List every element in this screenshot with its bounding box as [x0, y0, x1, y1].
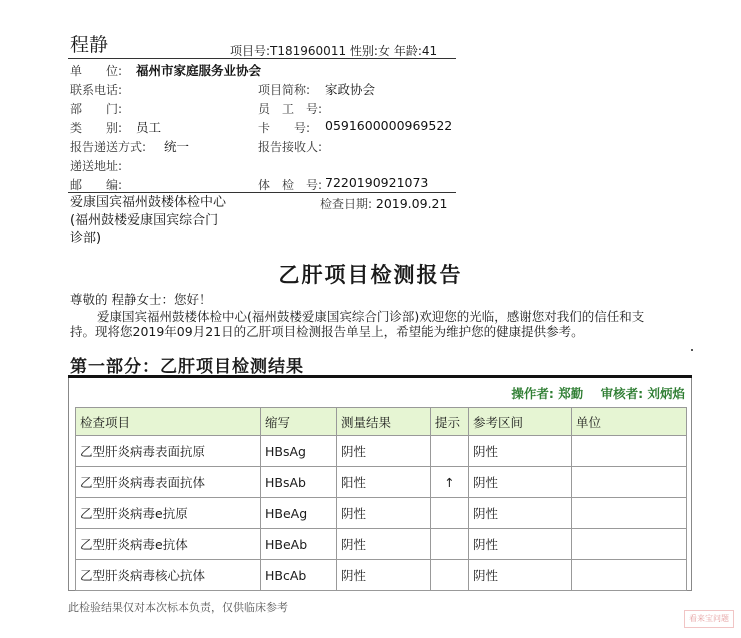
- category-value: 员工: [136, 120, 162, 135]
- greeting: 尊敬的 程静女士：您好！: [70, 292, 212, 307]
- results-table: [75, 407, 687, 591]
- cell-unit: [572, 529, 687, 560]
- dept-label: 部 门:: [70, 102, 123, 116]
- age: 41: [421, 44, 438, 58]
- cell-item: 乙型肝炎病毒e抗原: [76, 498, 261, 529]
- cell-abbr: HBeAb: [261, 529, 337, 560]
- cell-unit: [572, 467, 687, 498]
- cell-result: 阳性: [337, 467, 431, 498]
- header-divider: [68, 58, 456, 59]
- cell-ref: 阴性: [469, 529, 572, 560]
- cell-result: 阴性: [337, 436, 431, 467]
- project-no: T181960011: [270, 44, 347, 58]
- reviewer-label: 审核者:: [600, 386, 644, 401]
- cell-hint-arrow-icon: ↑: [431, 467, 469, 498]
- gender-label: 性别:: [349, 44, 378, 58]
- exam-no-label: 体 检 号:: [258, 178, 323, 192]
- cell-unit: [572, 436, 687, 467]
- table-header-row: [76, 408, 687, 436]
- cell-result: 阴性: [337, 498, 431, 529]
- cell-item: 乙型肝炎病毒表面抗体: [76, 467, 261, 498]
- exam-no-value: 7220190921073: [325, 175, 429, 190]
- project-short-label: 项目简称:: [258, 83, 311, 97]
- unit-label: 单 位:: [70, 64, 123, 78]
- report-title: 乙肝项目检测报告: [278, 263, 463, 287]
- cell-abbr: HBcAb: [261, 560, 337, 591]
- project-short-value: 家政协会: [325, 82, 376, 97]
- cell-abbr: HBeAg: [261, 498, 337, 529]
- gender: 女: [377, 44, 390, 58]
- delivery-addr-label: 递送地址:: [70, 159, 123, 173]
- contact-label: 联系电话:: [70, 83, 123, 97]
- stray-dot: [691, 349, 693, 351]
- section-title: 第一部分：乙肝项目检测结果: [70, 357, 304, 377]
- table-row: [76, 436, 687, 467]
- footer-note: 此检验结果仅对本次标本负责，仅供临床参考: [68, 601, 288, 614]
- header-hint: 提示: [431, 408, 469, 436]
- age-label: 年龄:: [393, 44, 422, 58]
- unit-value: 福州市家庭服务业协会: [136, 63, 262, 78]
- delivery-method-label: 报告递送方式:: [70, 140, 147, 154]
- cell-result: 阴性: [337, 560, 431, 591]
- exam-date-label: 检查日期:: [320, 197, 373, 211]
- emp-no-label: 员 工 号:: [258, 102, 323, 116]
- reviewer-name: 刘炳焰: [647, 386, 685, 401]
- table-row: [76, 498, 687, 529]
- cell-ref: 阴性: [469, 560, 572, 591]
- results-frame: [68, 378, 692, 591]
- cell-hint: [431, 529, 469, 560]
- center-name: [70, 194, 226, 248]
- cell-ref: 阴性: [469, 467, 572, 498]
- center-line-1: 爱康国宾福州鼓楼体检中心: [70, 195, 227, 210]
- center-line-3: 诊部): [70, 231, 102, 246]
- header-unit: 单位: [572, 408, 687, 436]
- info-divider: [68, 192, 456, 193]
- cell-ref: 阴性: [469, 436, 572, 467]
- cell-abbr: HBsAb: [261, 467, 337, 498]
- exam-date: [320, 195, 447, 212]
- watermark-logo: 看来宝问题: [684, 610, 734, 628]
- exam-date-value: 2019.09.21: [375, 196, 448, 211]
- cell-hint: [431, 436, 469, 467]
- patient-name: 程静: [70, 34, 109, 56]
- intro-line-1: 爱康国宾福州鼓楼体检中心(福州鼓楼爱康国宾综合门诊部)欢迎您的光临，感谢您对我们的信任和支: [97, 309, 645, 324]
- patient-id-line: [230, 42, 437, 59]
- card-value: 0591600000969522: [325, 118, 453, 133]
- header-ref: 参考区间: [469, 408, 572, 436]
- delivery-method-value: 统一: [164, 139, 190, 154]
- card-label: 卡 号:: [258, 121, 311, 135]
- header-abbr: 缩写: [261, 408, 337, 436]
- table-row: [76, 560, 687, 591]
- cell-hint: [431, 498, 469, 529]
- center-line-2: (福州鼓楼爱康国宾综合门: [70, 213, 219, 228]
- intro-line-2: 持。现将您2019年09月21日的乙肝项目检测报告单呈上，希望能为维护您的健康提供参考。: [70, 324, 584, 339]
- cell-abbr: HBsAg: [261, 436, 337, 467]
- table-row: [76, 529, 687, 560]
- cell-result: 阴性: [337, 529, 431, 560]
- receiver-label: 报告接收人:: [258, 140, 323, 154]
- table-row: [76, 467, 687, 498]
- category-label: 类 别:: [70, 121, 123, 135]
- operator-line: [69, 384, 685, 402]
- cell-ref: 阴性: [469, 498, 572, 529]
- cell-item: 乙型肝炎病毒核心抗体: [76, 560, 261, 591]
- postcode-label: 邮 编:: [70, 178, 123, 192]
- cell-item: 乙型肝炎病毒表面抗原: [76, 436, 261, 467]
- operator-name: 郑勤: [558, 386, 584, 401]
- cell-hint: [431, 560, 469, 591]
- header-result: 测量结果: [337, 408, 431, 436]
- project-no-label: 项目号:: [230, 44, 271, 58]
- cell-item: 乙型肝炎病毒e抗体: [76, 529, 261, 560]
- operator-label: 操作者:: [511, 386, 554, 401]
- cell-unit: [572, 498, 687, 529]
- header-item: 检查项目: [76, 408, 261, 436]
- cell-unit: [572, 560, 687, 591]
